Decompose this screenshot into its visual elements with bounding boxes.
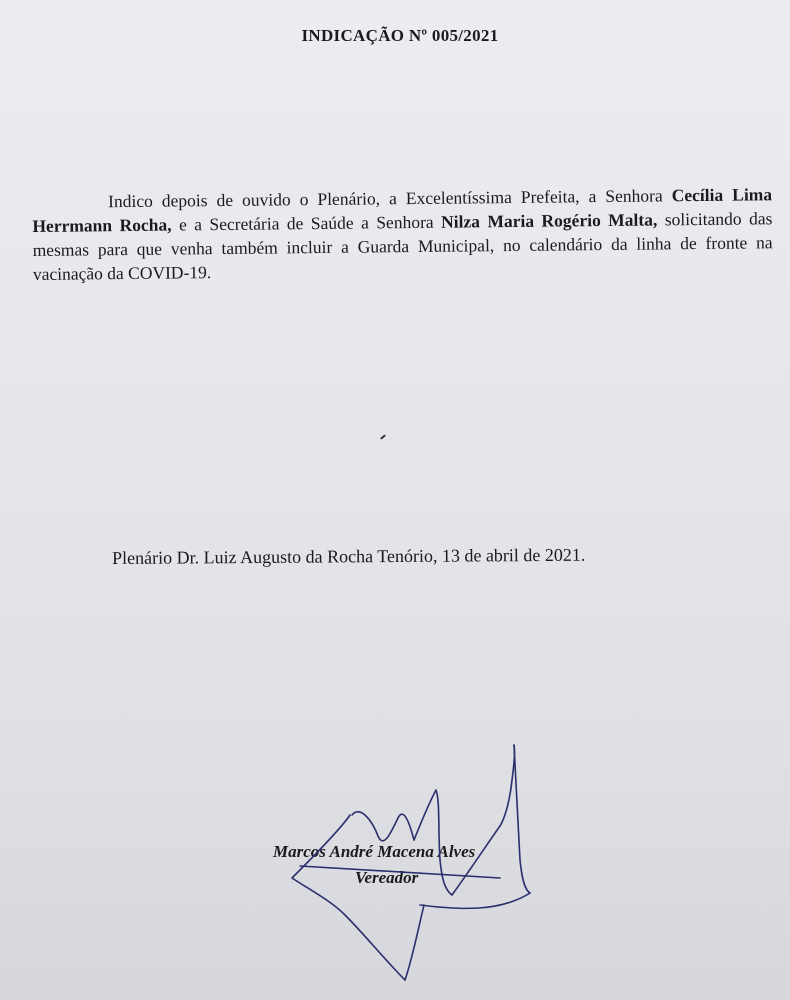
mayor-name: Cecília Lima Herrmann Rocha,: [32, 184, 773, 236]
secretary-name: Nilza Maria Rogério Malta,: [440, 209, 658, 232]
place-date: Plenário Dr. Luiz Augusto da Rocha Tenório, 13 de abril de 2021.: [112, 544, 586, 568]
body-text-part-2: e a Secretária de Saúde a Senhora: [171, 211, 442, 235]
document-title: INDICAÇÃO Nº 005/2021: [301, 26, 499, 45]
signer-name: Marcos André Macena Alves: [273, 842, 476, 861]
body-text-part-1: Indico depois de ouvido o Plenário, a Excelentíssima Prefeita, a Senhora: [108, 185, 672, 212]
body-paragraph: [32, 182, 773, 286]
document-body: [32, 182, 773, 286]
body-text-part-3: solicitando das mesmas para que venha também incluir a Guarda Municipal, no calendário da linha de fronte na vacinação da COVID-19.: [32, 208, 773, 284]
signer-role: Vereador: [355, 868, 419, 887]
paper-speck: [380, 434, 386, 439]
